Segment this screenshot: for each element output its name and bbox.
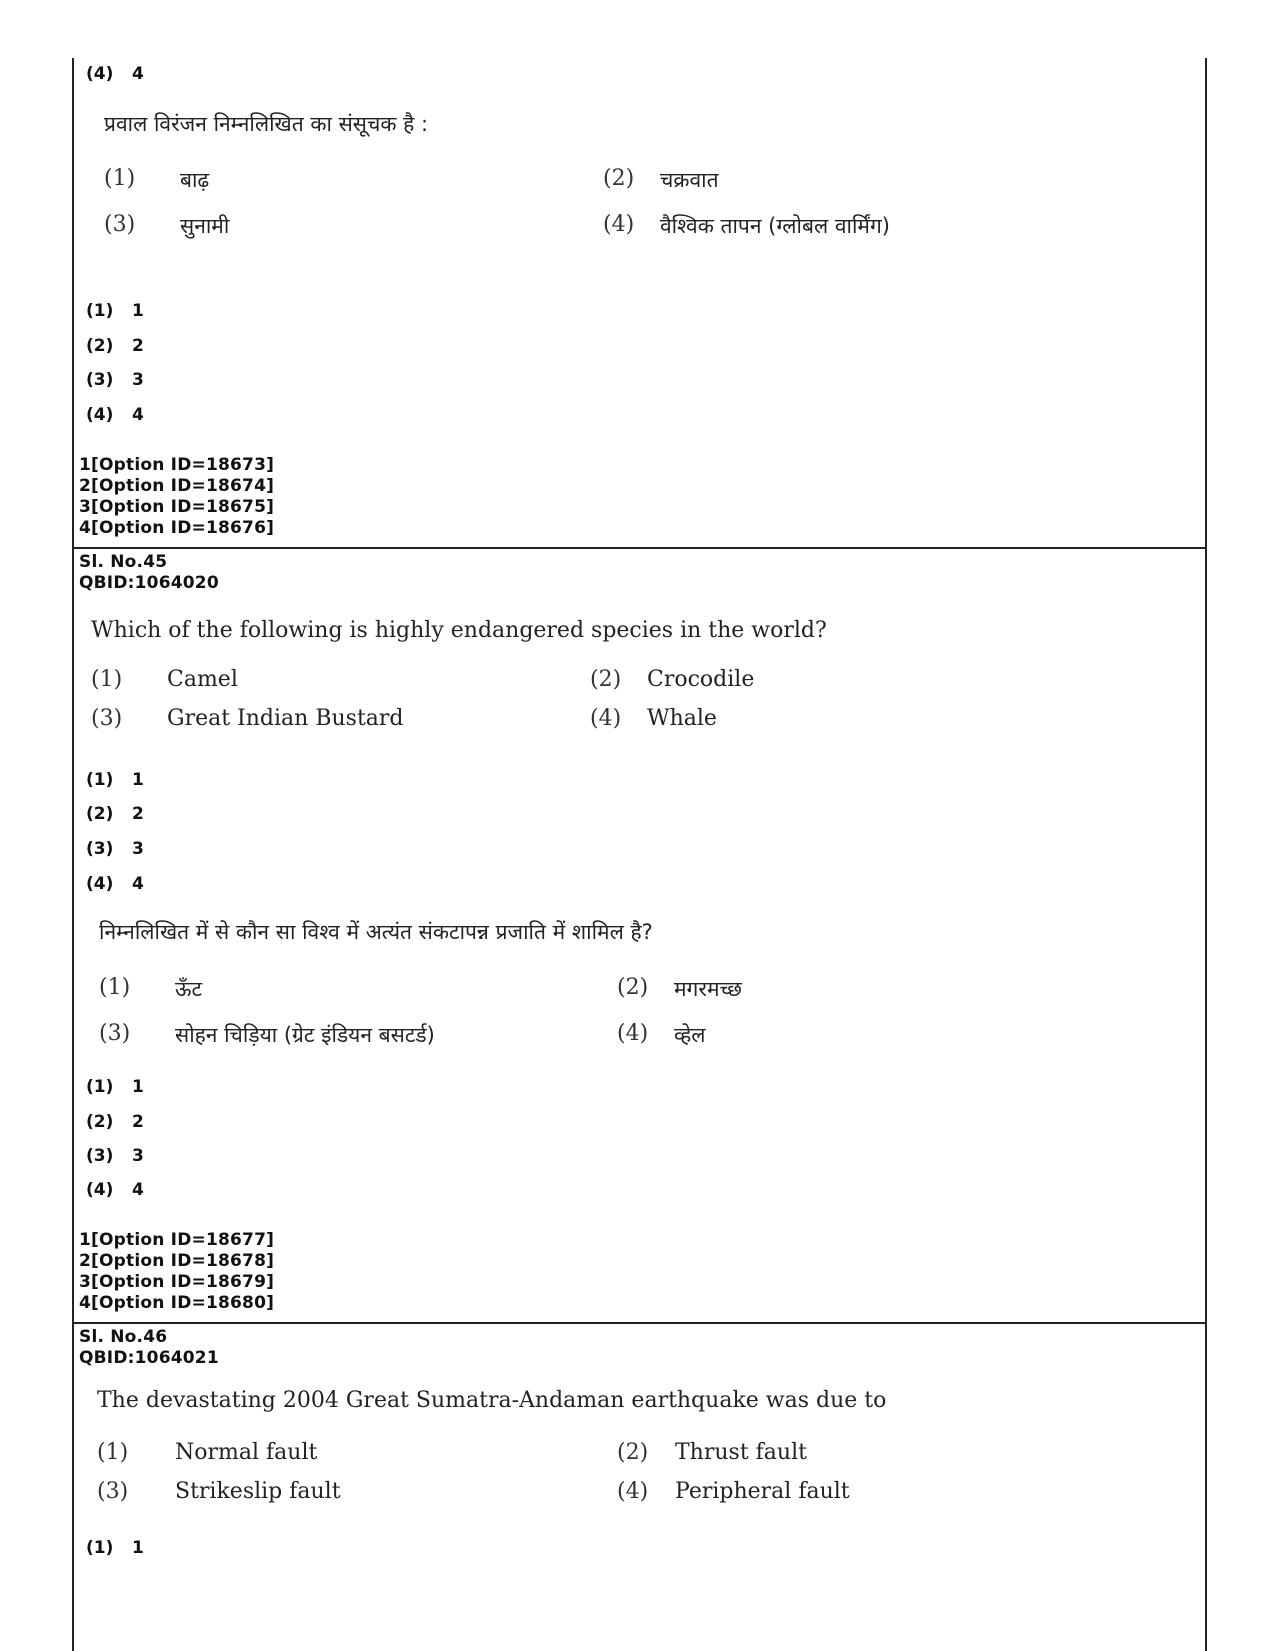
answer-choice: (1) 1 bbox=[86, 770, 144, 790]
option-text: Strikeslip fault bbox=[175, 1479, 341, 1504]
option-id: 2[Option ID=18674] bbox=[79, 476, 275, 496]
serial-number: Sl. No.46 bbox=[79, 1327, 168, 1347]
option-number: (1) bbox=[91, 667, 123, 692]
option-text: मगरमच्छ bbox=[674, 977, 742, 1001]
option-text: व्हेल bbox=[674, 1023, 706, 1047]
option-number: (3) bbox=[97, 1479, 129, 1504]
option-number: (1) bbox=[97, 1440, 129, 1465]
answer-choice: (2) 2 bbox=[86, 336, 144, 356]
question-text: The devastating 2004 Great Sumatra-Andaman earthquake was due to bbox=[97, 1388, 887, 1413]
hindi-question: निम्नलिखित में से कौन सा विश्व में अत्यंत संकटापन्न प्रजाति में शामिल है? bbox=[99, 920, 653, 944]
qbid: QBID:1064021 bbox=[79, 1348, 219, 1368]
qbid: QBID:1064020 bbox=[79, 573, 219, 593]
option-number: (3) bbox=[99, 1021, 131, 1046]
question-header bbox=[79, 1327, 219, 1369]
option-number: (4) bbox=[603, 212, 635, 237]
option-text: बाढ़ bbox=[180, 168, 210, 192]
section-divider bbox=[72, 1322, 1207, 1324]
option-id: 2[Option ID=18678] bbox=[79, 1251, 275, 1271]
answer-choice: (1) 1 bbox=[86, 301, 144, 321]
serial-number: Sl. No.45 bbox=[79, 552, 168, 572]
question-text: Which of the following is highly endangered species in the world? bbox=[91, 618, 827, 643]
option-number: (2) bbox=[603, 166, 635, 191]
right-border bbox=[1205, 58, 1207, 1651]
hindi-question: प्रवाल विरंजन निम्नलिखित का संसूचक है : bbox=[104, 112, 429, 136]
option-number: (1) bbox=[99, 975, 131, 1000]
option-text: सोहन चिड़िया (ग्रेट इंडियन बसटर्ड) bbox=[175, 1023, 435, 1047]
option-id: 1[Option ID=18673] bbox=[79, 455, 275, 475]
option-id: 4[Option ID=18680] bbox=[79, 1293, 275, 1313]
section-divider bbox=[72, 547, 1207, 549]
option-id: 3[Option ID=18675] bbox=[79, 497, 275, 517]
option-id-list bbox=[79, 1230, 274, 1314]
answer-choice: (1) 1 bbox=[86, 1538, 144, 1558]
option-text: Peripheral fault bbox=[675, 1479, 850, 1504]
option-number: (4) bbox=[617, 1479, 649, 1504]
option-text: Camel bbox=[167, 667, 238, 692]
option-text: Normal fault bbox=[175, 1440, 318, 1465]
option-id: 1[Option ID=18677] bbox=[79, 1230, 275, 1250]
question-header bbox=[79, 552, 219, 594]
answer-choice: (3) 3 bbox=[86, 1146, 144, 1166]
option-text: ऊँट bbox=[175, 977, 203, 1001]
option-text: Great Indian Bustard bbox=[167, 706, 404, 731]
option-text: Whale bbox=[647, 706, 717, 731]
option-text: सुनामी bbox=[180, 214, 230, 238]
option-text: Thrust fault bbox=[675, 1440, 807, 1465]
option-number: (3) bbox=[104, 212, 136, 237]
answer-choice: (4) 4 bbox=[86, 64, 144, 84]
option-text: Crocodile bbox=[647, 667, 755, 692]
option-text: चक्रवात bbox=[660, 168, 719, 192]
option-text: वैश्विक तापन (ग्लोबल वार्मिंग) bbox=[660, 214, 890, 238]
option-number: (2) bbox=[617, 1440, 649, 1465]
option-id: 4[Option ID=18676] bbox=[79, 518, 275, 538]
option-number: (2) bbox=[590, 667, 622, 692]
left-border bbox=[72, 58, 74, 1651]
answer-choice: (2) 2 bbox=[86, 804, 144, 824]
option-number: (4) bbox=[617, 1021, 649, 1046]
option-id: 3[Option ID=18679] bbox=[79, 1272, 275, 1292]
answer-choice: (4) 4 bbox=[86, 1180, 144, 1200]
option-number: (3) bbox=[91, 706, 123, 731]
option-number: (2) bbox=[617, 975, 649, 1000]
option-number: (4) bbox=[590, 706, 622, 731]
option-number: (1) bbox=[104, 166, 136, 191]
answer-choice: (3) 3 bbox=[86, 370, 144, 390]
answer-choice: (4) 4 bbox=[86, 405, 144, 425]
answer-choice: (2) 2 bbox=[86, 1112, 144, 1132]
answer-choice: (1) 1 bbox=[86, 1077, 144, 1097]
answer-choice: (4) 4 bbox=[86, 874, 144, 894]
option-id-list bbox=[79, 455, 274, 539]
answer-choice: (3) 3 bbox=[86, 839, 144, 859]
